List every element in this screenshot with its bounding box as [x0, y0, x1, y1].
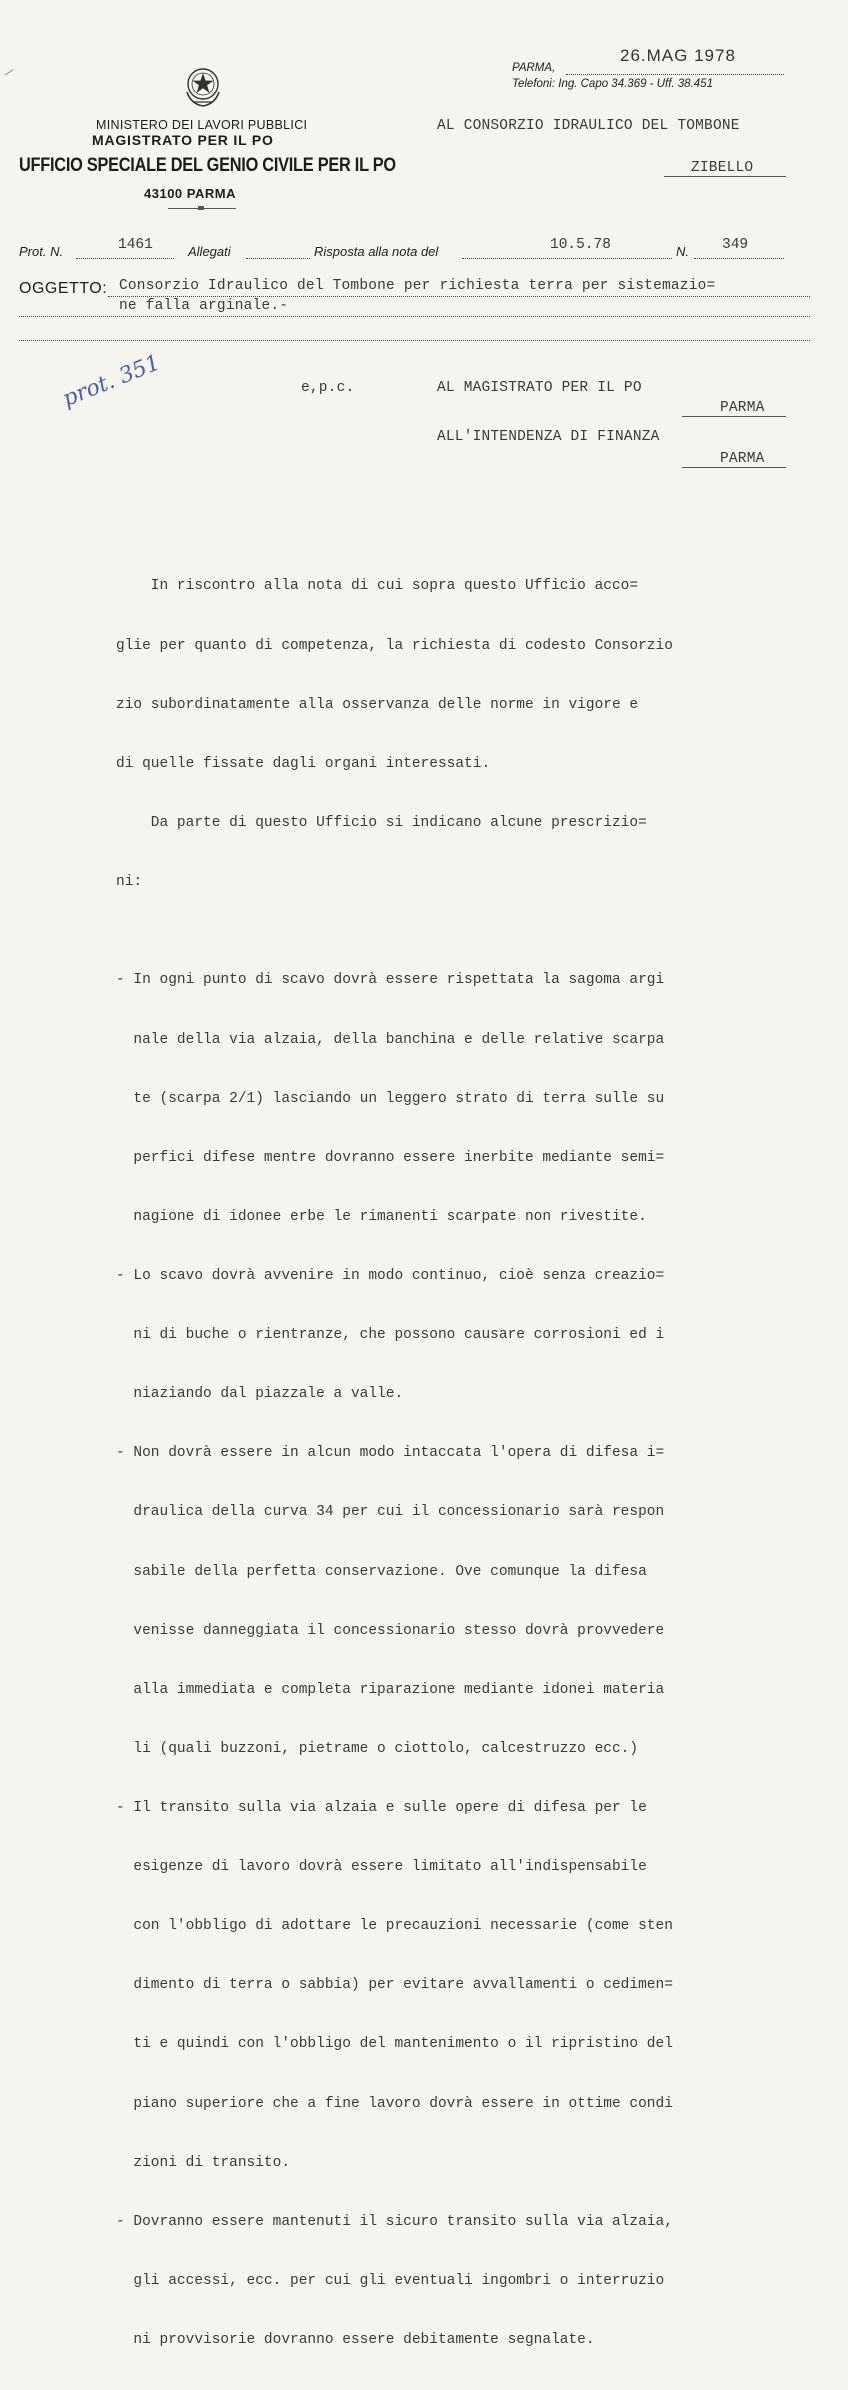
body-line: zio subordinatamente alla osservanza delle norme in vigore e — [116, 696, 639, 713]
note-number-dots — [694, 258, 784, 259]
subject-line2: ne falla arginale.- — [119, 298, 289, 314]
magistrato-name: MAGISTRATO PER IL PO — [92, 132, 274, 148]
body-line: di quelle fissate dagli organi interessati. — [116, 755, 491, 772]
office-city: 43100 PARMA — [144, 186, 236, 201]
subject-dots-1 — [108, 296, 810, 297]
body-line: Da parte di questo Ufficio si indicano alcune prescrizio= — [116, 814, 647, 831]
ministry-name: MINISTERO DEI LAVORI PUBBLICI — [96, 118, 308, 132]
body-line: draulica della curva 34 per cui il concessionario sarà respon — [116, 1504, 665, 1521]
copy-recipient-2-underline — [682, 467, 786, 468]
body-line: ni provvisorie dovranno essere debitamente segnalate. — [116, 2331, 595, 2348]
body-line: ni di buche o rientranze, che possono causare corrosioni ed i — [116, 1327, 665, 1344]
subject-dots-2 — [19, 316, 810, 317]
body-line: ti e quindi con l'obbligo del mantenimento o il ripristino del — [116, 2036, 673, 2053]
body-line: nagione di idonee erbe le rimanenti scarpate non rivestite. — [116, 1208, 647, 1225]
body-line: venisse danneggiata il concessionario stesso dovrà provvedere — [116, 1622, 665, 1639]
body-line: te (scarpa 2/1) lasciando un leggero strato di terra sulle su — [116, 1090, 665, 1107]
copy-recipient-2-city: PARMA — [720, 451, 765, 467]
body-line: con l'obbligo di adottare le precauzioni necessarie (come sten — [116, 1918, 673, 1935]
date-stamp: 26.MAG 1978 — [620, 46, 736, 65]
allegati-dots — [246, 258, 310, 259]
italian-republic-emblem-icon — [181, 62, 225, 110]
note-number: 349 — [722, 237, 749, 253]
body-line: li (quali buzzoni, pietrame o ciottolo, calcestruzzo ecc.) — [116, 1740, 639, 1757]
risposta-label: Risposta alla nota del — [314, 244, 439, 259]
prot-label: Prot. N. — [19, 244, 64, 259]
risposta-date: 10.5.78 — [550, 237, 611, 253]
body-line: sabile della perfetta conservazione. Ove comunque la difesa — [116, 1563, 647, 1580]
note-number-label: N. — [676, 244, 689, 259]
prot-number: 1461 — [118, 237, 153, 253]
body-line: esigenze di lavoro dovrà essere limitato all'indispensabile — [116, 1859, 647, 1876]
allegati-label: Allegati — [188, 244, 231, 259]
telephone-numbers: Telefoni: Ing. Capo 34.369 - Uff. 38.451 — [512, 78, 713, 90]
body-line: - Il transito sulla via alzaia e sulle opere di difesa per le — [116, 1800, 647, 1816]
addressee-line1: AL CONSORZIO IDRAULICO DEL TOMBONE — [437, 118, 740, 134]
body-line: glie per quanto di competenza, la richiesta di codesto Consorzio — [116, 637, 673, 654]
note-number-row — [676, 244, 689, 259]
subject-dots-3 — [19, 340, 810, 341]
body-line: dimento di terra o sabbia) per evitare avvallamenti o cedimen= — [116, 1977, 673, 1994]
copy-to-label: e,p.c. — [301, 380, 355, 396]
body-line: perfici difese mentre dovranno essere inerbite mediante semi= — [116, 1149, 665, 1166]
addressee-underline — [664, 176, 786, 177]
allegati-row — [188, 244, 231, 259]
date-line — [566, 74, 784, 75]
body-line: piano superiore che a fine lavoro dovrà essere in ottime condi — [116, 2095, 673, 2112]
prot-dots — [76, 258, 174, 259]
handwritten-protocol-note: prot. 351 — [59, 350, 164, 413]
subject-line1: Consorzio Idraulico del Tombone per richiesta terra per sistemazio= — [119, 278, 716, 294]
copy-recipient-1-underline — [682, 416, 786, 417]
protocol-row — [19, 244, 63, 259]
body-line: nale della via alzaia, della banchina e delle relative scarpa — [116, 1031, 665, 1048]
body-line: alla immediata e completa riparazione mediante idonei materia — [116, 1681, 665, 1698]
copy-recipient-2: ALL'INTENDENZA DI FINANZA — [437, 429, 660, 445]
office-name: UFFICIO SPECIALE DEL GENIO CIVILE PER IL PO — [19, 155, 396, 176]
body-line: gli accessi, ecc. per cui gli eventuali ingombri o interruzio — [116, 2272, 665, 2289]
risposta-row — [314, 244, 438, 259]
body-line: zioni di transito. — [116, 2154, 291, 2171]
body-line: - Non dovrà essere in alcun modo intaccata l'opera di difesa i= — [116, 1445, 665, 1462]
risposta-dots — [462, 258, 672, 259]
header-divider-mark — [198, 206, 204, 210]
body-line: - In ogni punto di scavo dovrà essere rispettata la sagoma argi — [116, 972, 665, 989]
body-line: In riscontro alla nota di cui sopra questo Ufficio acco= — [116, 578, 639, 595]
dateline-place: PARMA, — [512, 62, 556, 74]
subject-label: OGGETTO: — [19, 280, 108, 297]
copy-recipient-1: AL MAGISTRATO PER IL PO — [437, 380, 642, 396]
body-line: ni: — [116, 873, 143, 890]
letter-body — [116, 538, 673, 2390]
body-line: - Lo scavo dovrà avvenire in modo continuo, cioè senza creazio= — [116, 1268, 665, 1285]
margin-mark — [5, 69, 14, 76]
body-line: niaziando dal piazzale a valle. — [116, 1386, 404, 1403]
body-line: - Dovranno essere mantenuti il sicuro transito sulla via alzaia, — [116, 2213, 673, 2230]
addressee-city: ZIBELLO — [691, 160, 754, 176]
copy-recipient-1-city: PARMA — [720, 400, 765, 416]
